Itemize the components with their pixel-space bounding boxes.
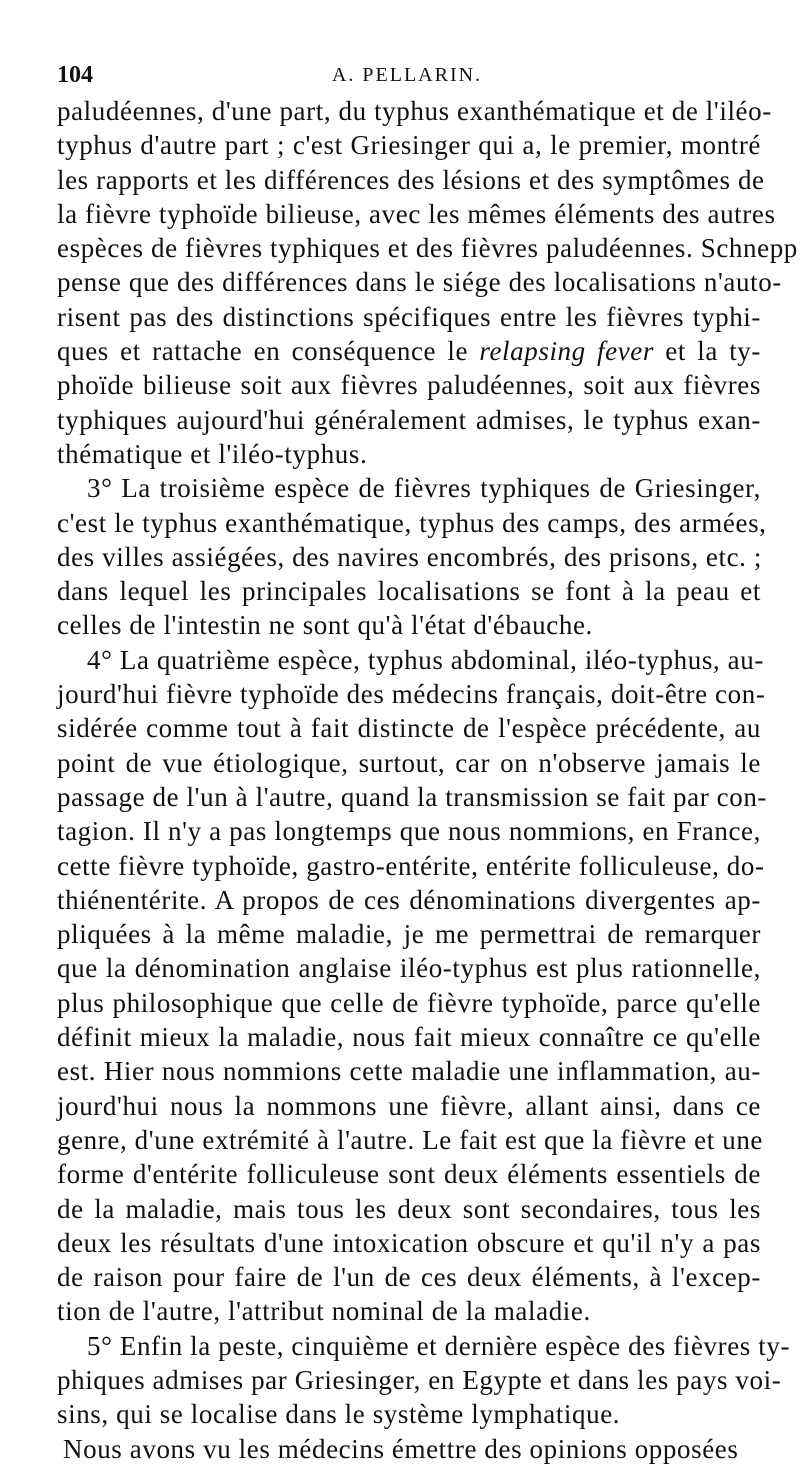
text-line: cette fièvre typhoïde, gastro-entérite, entérite folliculeuse, do- bbox=[57, 850, 765, 881]
text-line: jourd'hui nous la nommons une fièvre, allant ainsi, dans ce bbox=[57, 1090, 761, 1121]
text-line: plus philosophique que celle de fièvre typhoïde, parce qu'elle bbox=[57, 987, 761, 1018]
text-line: pliquées à la même maladie, je me permettrai de remarquer bbox=[57, 919, 761, 950]
paragraph-start: 5° Enfin la peste, cinquième et dernière espèce des fièvres ty- bbox=[87, 1330, 791, 1361]
text-line: est. Hier nous nommions cette maladie une inflammation, au- bbox=[57, 1056, 761, 1087]
text-line: thiénentérite. A propos de ces dénominations divergentes ap- bbox=[57, 884, 761, 915]
text-line: risent pas des distinctions spécifiques entre les fièvres typhi- bbox=[57, 301, 761, 332]
paragraph-start: 3° La troisième espèce de fièvres typhiques de Griesinger, bbox=[87, 473, 761, 504]
text-line: espèces de fièvres typhiques et des fièvres paludéennes. Schnepp bbox=[57, 233, 798, 264]
text-line: définit mieux la maladie, nous fait mieux connaître ce qu'elle bbox=[57, 1022, 761, 1053]
page-header bbox=[57, 60, 757, 90]
text-line: que la dénomination anglaise iléo-typhus est plus rationnelle, bbox=[57, 953, 761, 984]
text-line: point de vue étiologique, surtout, car on n'observe jamais le bbox=[57, 747, 761, 778]
paragraph-start: 4° La quatrième espèce, typhus abdominal, iléo-typhus, au- bbox=[87, 644, 764, 675]
italic-term: relapsing fever bbox=[479, 336, 654, 367]
text-line: celles de l'intestin ne sont qu'à l'état d'ébauche. bbox=[57, 610, 593, 641]
text-line: deux les résultats d'une intoxication obscure et qu'il n'y a pas bbox=[57, 1227, 761, 1258]
running-head: A. PELLARIN. bbox=[331, 64, 483, 86]
text-segment: et la ty- bbox=[654, 336, 761, 367]
text-line: pense que des différences dans le siége des localisations n'auto- bbox=[57, 267, 782, 298]
text-line: jourd'hui fièvre typhoïde des médecins français, doit-être con- bbox=[57, 679, 766, 710]
text-line: dans lequel les principales localisations se font à la peau et bbox=[57, 576, 761, 607]
text-line: c'est le typhus exanthématique, typhus des camps, des armées, bbox=[57, 507, 767, 538]
text-line: typhus d'autre part ; c'est Griesinger qui a, le premier, montré bbox=[57, 130, 761, 161]
body-text bbox=[57, 94, 798, 1466]
text-line: de raison pour faire de l'un de ces deux éléments, à l'excep- bbox=[57, 1262, 761, 1293]
text-line: les rapports et les différences des lésions et des symptômes de bbox=[57, 164, 765, 195]
text-segment: ques et rattache en conséquence le bbox=[57, 336, 480, 367]
text-line: paludéennes, d'une part, du typhus exanthématique et de l'iléo- bbox=[57, 96, 772, 126]
paragraph-start: Nous avons vu les médecins émettre des opinions opposées bbox=[63, 1433, 739, 1464]
text-line: typhiques aujourd'hui généralement admises, le typhus exan- bbox=[57, 404, 761, 435]
text-line: genre, d'une extrémité à l'autre. Le fait est que la fièvre et une bbox=[57, 1124, 764, 1155]
text-line: sidérée comme tout à fait distincte de l'espèce précédente, au bbox=[57, 713, 761, 744]
text-line bbox=[57, 334, 761, 368]
text-line: phiques admises par Griesinger, en Egypte et dans les pays voi- bbox=[57, 1364, 782, 1395]
text-line: de la maladie, mais tous les deux sont secondaires, tous les bbox=[57, 1193, 761, 1224]
text-line: phoïde bilieuse soit aux fièvres paludéennes, soit aux fièvres bbox=[57, 370, 761, 401]
text-line: tagion. Il n'y a pas longtemps que nous nommions, en France, bbox=[57, 816, 761, 847]
text-line: passage de l'un à l'autre, quand la transmission se fait par con- bbox=[57, 781, 768, 812]
text-line: des villes assiégées, des navires encombrés, des prisons, etc. ; bbox=[57, 541, 762, 572]
text-line: la fièvre typhoïde bilieuse, avec les mêmes éléments des autres bbox=[57, 198, 776, 229]
text-line: sins, qui se localise dans le système lymphatique. bbox=[57, 1399, 621, 1430]
text-line: forme d'entérite folliculeuse sont deux éléments essentiels de bbox=[57, 1159, 761, 1190]
text-line: tion de l'autre, l'attribut nominal de la maladie. bbox=[57, 1296, 591, 1327]
text-line: thématique et l'iléo-typhus. bbox=[57, 438, 368, 469]
page-number: 104 bbox=[57, 62, 93, 88]
